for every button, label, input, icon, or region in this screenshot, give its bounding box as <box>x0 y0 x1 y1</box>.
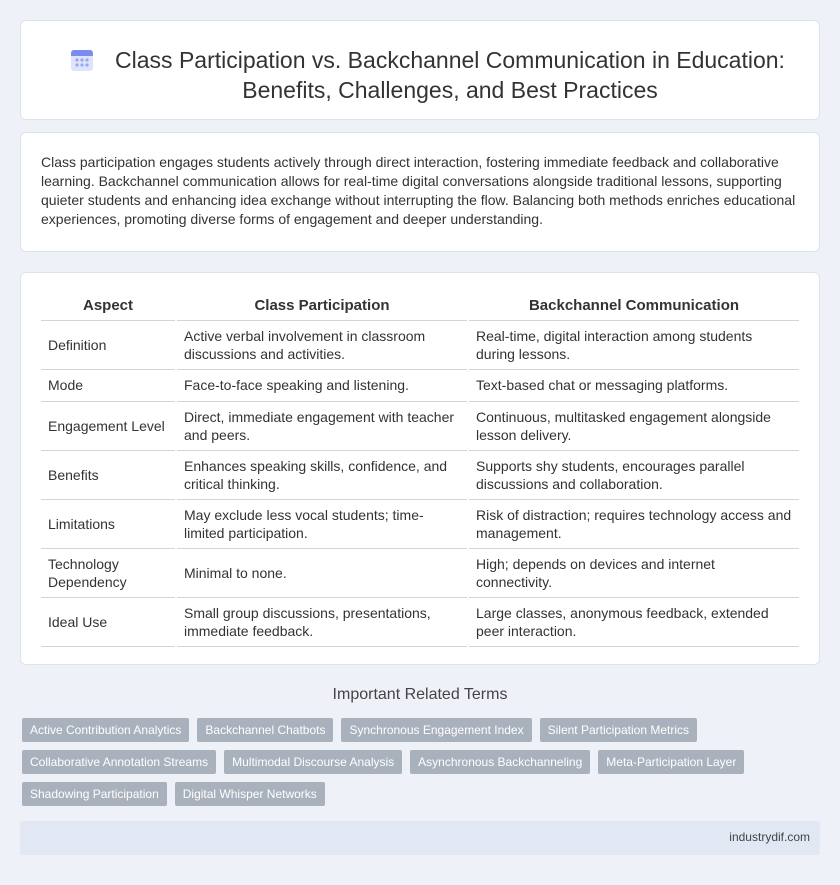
cell-backchannel: Large classes, anonymous feedback, extended peer interaction. <box>468 597 799 646</box>
table-row <box>41 597 799 646</box>
cell-backchannel: Supports shy students, encourages parallel discussions and collaboration. <box>468 450 799 499</box>
cell-class-participation: May exclude less vocal students; time-limited participation. <box>176 499 468 548</box>
cell-aspect: Limitations <box>41 499 176 548</box>
cell-backchannel: Real-time, digital interaction among students during lessons. <box>468 320 799 369</box>
cell-aspect: Engagement Level <box>41 401 176 450</box>
related-term-tag[interactable]: Meta-Participation Layer <box>598 750 744 774</box>
cell-aspect: Definition <box>41 320 176 369</box>
comparison-card <box>20 272 820 665</box>
cell-class-participation: Active verbal involvement in classroom discussions and activities. <box>176 320 468 369</box>
cell-backchannel: Text-based chat or messaging platforms. <box>468 369 799 401</box>
page-title: Class Participation vs. Backchannel Communication in Education: Benefits, Challenges, and Best Practices <box>115 47 785 103</box>
related-term-tag[interactable]: Silent Participation Metrics <box>540 718 697 742</box>
related-term-tag[interactable]: Synchronous Engagement Index <box>341 718 531 742</box>
table-row <box>41 548 799 597</box>
table-row <box>41 499 799 548</box>
related-term-tag[interactable]: Collaborative Annotation Streams <box>22 750 216 774</box>
cell-class-participation: Minimal to none. <box>176 548 468 597</box>
table-row <box>41 320 799 369</box>
cell-backchannel: Risk of distraction; requires technology access and management. <box>468 499 799 548</box>
related-term-tag[interactable]: Shadowing Participation <box>22 782 167 806</box>
intro-paragraph: Class participation engages students actively through direct interaction, fostering immediate feedback and collaborative learning. Backchannel communication allows for real-time digital conversations alongside traditional lessons, supporting quieter students and enhancing idea exchange without interrupting the flow. Balancing both methods enriches educational experiences, promoting diverse forms of engagement and deeper understanding. <box>41 154 796 227</box>
table-row <box>41 401 799 450</box>
cell-backchannel: High; depends on devices and internet connectivity. <box>468 548 799 597</box>
related-term-tag[interactable]: Backchannel Chatbots <box>197 718 333 742</box>
header-class-participation: Class Participation <box>176 292 468 320</box>
related-term-tag[interactable]: Active Contribution Analytics <box>22 718 189 742</box>
intro-card <box>20 132 820 252</box>
cell-aspect: Benefits <box>41 450 176 499</box>
cell-class-participation: Small group discussions, presentations, immediate feedback. <box>176 597 468 646</box>
footer-site-link[interactable]: industrydif.com <box>729 830 810 844</box>
calendar-icon <box>69 47 95 73</box>
table-header-row <box>41 292 799 320</box>
cell-aspect: Mode <box>41 369 176 401</box>
related-term-tag[interactable]: Digital Whisper Networks <box>175 782 325 806</box>
related-term-tag[interactable]: Asynchronous Backchanneling <box>410 750 590 774</box>
cell-class-participation: Direct, immediate engagement with teacher and peers. <box>176 401 468 450</box>
cell-aspect: Technology Dependency <box>41 548 176 597</box>
cell-backchannel: Continuous, multitasked engagement alongside lesson delivery. <box>468 401 799 450</box>
footer <box>20 821 820 855</box>
cell-class-participation: Enhances speaking skills, confidence, and critical thinking. <box>176 450 468 499</box>
header-backchannel: Backchannel Communication <box>468 292 799 320</box>
cell-class-participation: Face-to-face speaking and listening. <box>176 369 468 401</box>
header-aspect: Aspect <box>41 292 176 320</box>
cell-aspect: Ideal Use <box>41 597 176 646</box>
related-terms-title: Important Related Terms <box>332 686 508 703</box>
related-term-tag[interactable]: Multimodal Discourse Analysis <box>224 750 402 774</box>
table-row <box>41 450 799 499</box>
title-card <box>20 20 820 120</box>
related-terms-list <box>22 718 782 806</box>
table-row <box>41 369 799 401</box>
comparison-table <box>41 292 799 647</box>
